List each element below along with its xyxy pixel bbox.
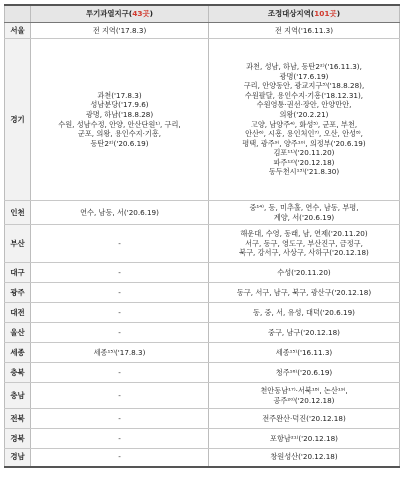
- region-cell: 대구: [5, 263, 31, 283]
- cell-line: 공주²⁰⁾('20.12.18): [273, 395, 335, 405]
- cell-line: 동구, 서구, 남구, 북구, 광산구('20.12.18): [236, 287, 372, 297]
- overheat-zone-cell: [31, 343, 209, 363]
- adjustment-zone-cell: [209, 343, 400, 363]
- region-cell: 울산: [5, 323, 31, 343]
- adjustment-zone-cell: [209, 449, 400, 467]
- overheat-zone-cell: [31, 383, 209, 409]
- cell-line: 창원성산('20.12.18): [270, 452, 338, 462]
- cell-line: 광명, 하남('18.8.28): [85, 109, 154, 119]
- overheat-zone-cell: [31, 449, 209, 467]
- region-cell: 부산: [5, 225, 31, 263]
- overheat-zone-cell: [31, 225, 209, 263]
- cell-line: 고양, 남양주⁴⁾, 화성⁵⁾, 군포, 부천,: [250, 119, 358, 129]
- overheat-zone-cell: [31, 409, 209, 429]
- region-cell: 경기: [5, 39, 31, 201]
- region-cell: 세종: [5, 343, 31, 363]
- designation-table: [4, 4, 400, 468]
- cell-line: 수원영통·권선·장안, 안양만안,: [256, 100, 352, 110]
- cell-line: -: [118, 238, 121, 248]
- cell-line: 군포, 의왕, 용인수지·기흥,: [77, 129, 162, 139]
- table-row: [5, 23, 400, 39]
- cell-line: -: [118, 390, 121, 400]
- cell-line: 해운대, 수영, 동래, 남, 연제('20.11.20): [240, 229, 368, 239]
- overheat-zone-cell: [31, 303, 209, 323]
- cell-line: 세종¹⁵⁾('17.8.3): [93, 347, 146, 357]
- region-cell: 경북: [5, 429, 31, 449]
- adjustment-zone-cell: [209, 363, 400, 383]
- header-adjustment-close: ): [336, 9, 341, 19]
- overheat-zone-cell: [31, 201, 209, 225]
- adjustment-zone-cell: [209, 303, 400, 323]
- adjustment-zone-cell: [209, 23, 400, 39]
- cell-line: 과천('17.8.3): [97, 90, 142, 100]
- header-row: [5, 5, 400, 23]
- overheat-zone-cell: [31, 323, 209, 343]
- header-adjustment-count: 101곳: [314, 9, 337, 19]
- cell-line: -: [118, 327, 121, 337]
- cell-line: 동, 중, 서, 유성, 대덕('20.6.19): [253, 307, 355, 317]
- header-overheat-close: ): [149, 9, 154, 19]
- cell-line: 전주완산·덕진('20.12.18): [262, 413, 346, 423]
- cell-line: 의왕('20.2.21): [279, 109, 329, 119]
- adjustment-zone-cell: [209, 283, 400, 303]
- cell-line: 서구, 동구, 영도구, 부산진구, 금정구,: [245, 238, 363, 248]
- header-adjustment-label: 조정대상지역(: [267, 9, 315, 19]
- cell-line: 평택, 광주⁹⁾, 양주¹⁰⁾, 의정부('20.6.19): [242, 138, 366, 148]
- cell-line: 수원팔달, 용인수지·기흥('18.12.31),: [244, 90, 364, 100]
- header-adjustment-zone: [209, 5, 400, 23]
- overheat-zone-cell: [31, 39, 209, 201]
- cell-line: 전 지역('17.8.3): [92, 25, 147, 35]
- table-row: [5, 303, 400, 323]
- cell-line: -: [118, 433, 121, 443]
- cell-line: 중구, 남구('20.12.18): [268, 327, 340, 337]
- table-row: [5, 363, 400, 383]
- overheat-zone-cell: [31, 263, 209, 283]
- region-cell: 충북: [5, 363, 31, 383]
- adjustment-zone-cell: [209, 383, 400, 409]
- cell-line: 구리, 안양동안, 광교지구³⁾('18.8.28),: [243, 81, 365, 91]
- cell-line: 안산⁶⁾, 시흥, 용인처인⁷⁾, 오산, 안성⁸⁾,: [245, 129, 363, 139]
- table-body: [5, 23, 400, 467]
- table-row: [5, 201, 400, 225]
- table-row: [5, 225, 400, 263]
- overheat-zone-cell: [31, 23, 209, 39]
- overheat-zone-cell: [31, 283, 209, 303]
- adjustment-zone-cell: [209, 39, 400, 201]
- cell-line: 수성('20.11.20): [277, 267, 331, 277]
- cell-line: 전 지역('16.11.3): [274, 25, 334, 35]
- cell-line: 성남분당('17.9.6): [90, 100, 149, 110]
- cell-line: 파주¹²⁾('20.12.18): [273, 157, 335, 167]
- overheat-zone-cell: [31, 429, 209, 449]
- table-row: [5, 383, 400, 409]
- adjustment-zone-cell: [209, 409, 400, 429]
- table-row: [5, 449, 400, 467]
- region-cell: 충남: [5, 383, 31, 409]
- table-row: [5, 323, 400, 343]
- adjustment-zone-cell: [209, 323, 400, 343]
- cell-line: -: [118, 307, 121, 317]
- cell-line: 천안동남¹⁷⁾·서북¹⁸⁾, 논산¹⁹⁾,: [260, 385, 348, 395]
- region-cell: 경남: [5, 449, 31, 467]
- cell-line: 중¹⁴⁾, 동, 미추홀, 연수, 남동, 부평,: [249, 202, 359, 212]
- table-row: [5, 263, 400, 283]
- header-region: [5, 5, 31, 23]
- cell-line: 북구, 강서구, 사상구, 사하구('20.12.18): [239, 248, 369, 258]
- cell-line: -: [118, 267, 121, 277]
- cell-line: 동두천시¹³⁾('21.8.30): [268, 167, 340, 177]
- table-row: [5, 409, 400, 429]
- region-cell: 광주: [5, 283, 31, 303]
- cell-line: 광명('17.6.19): [279, 71, 329, 81]
- region-cell: 서울: [5, 23, 31, 39]
- cell-line: -: [118, 287, 121, 297]
- overheat-zone-cell: [31, 363, 209, 383]
- table-row: [5, 39, 400, 201]
- cell-line: 계양, 서('20.6.19): [273, 212, 335, 222]
- region-cell: 인천: [5, 201, 31, 225]
- adjustment-zone-cell: [209, 263, 400, 283]
- table-row: [5, 429, 400, 449]
- header-overheat-zone: [31, 5, 209, 23]
- cell-line: 김포¹¹⁾('20.11.20): [273, 148, 335, 158]
- cell-line: 연수, 남동, 서('20.6.19): [80, 207, 159, 217]
- cell-line: 동탄2²⁾('20.6.19): [90, 138, 149, 148]
- cell-line: -: [118, 452, 121, 462]
- table-row: [5, 283, 400, 303]
- cell-line: 수원, 성남수정, 안양, 안산단원¹⁾, 구리,: [58, 119, 181, 129]
- header-overheat-label: 투기과열지구(: [85, 9, 133, 19]
- region-cell: 대전: [5, 303, 31, 323]
- cell-line: -: [118, 367, 121, 377]
- adjustment-zone-cell: [209, 201, 400, 225]
- cell-line: 포항남²¹⁾('20.12.18): [270, 433, 338, 443]
- cell-line: 청주¹⁶⁾('20.6.19): [275, 367, 333, 377]
- table-row: [5, 343, 400, 363]
- cell-line: 과천, 성남, 하남, 동탄2²⁾('16.11.3),: [246, 61, 362, 71]
- cell-line: -: [118, 413, 121, 423]
- region-cell: 전북: [5, 409, 31, 429]
- adjustment-zone-cell: [209, 429, 400, 449]
- adjustment-zone-cell: [209, 225, 400, 263]
- header-overheat-count: 43곳: [132, 9, 150, 19]
- cell-line: 세종¹⁵⁾('16.11.3): [275, 347, 333, 357]
